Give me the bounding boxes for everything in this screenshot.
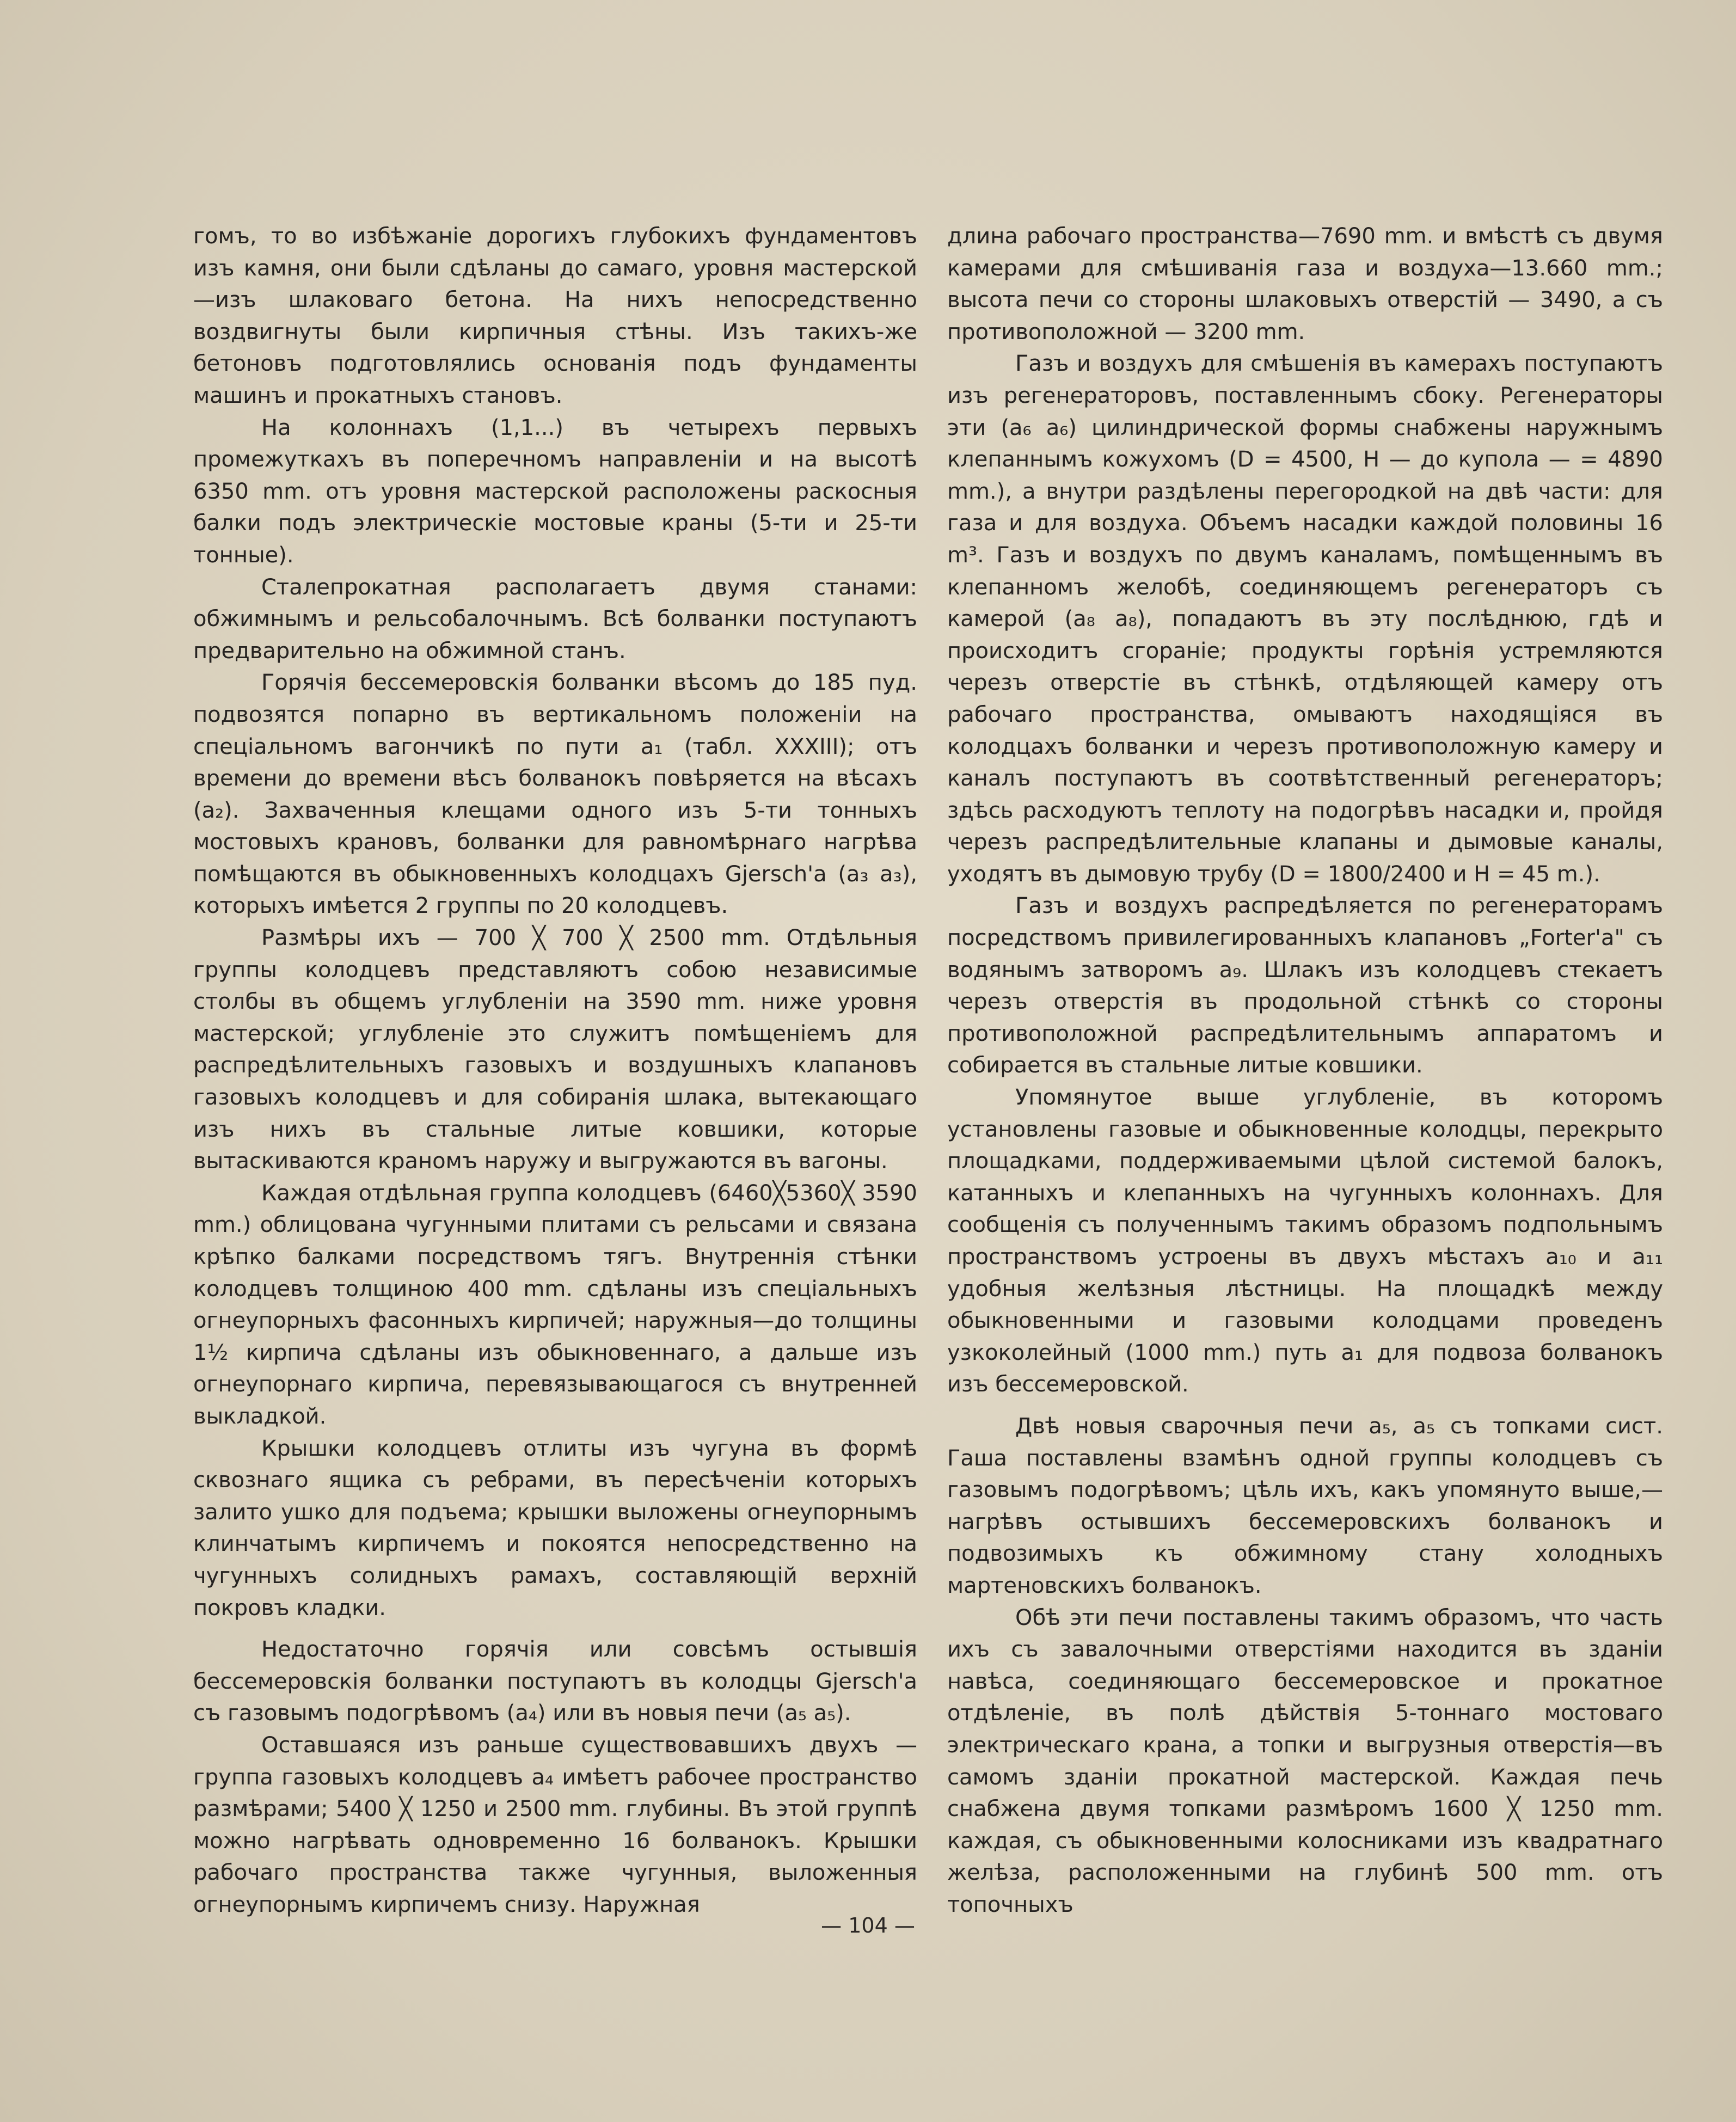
page-number: — 104 — bbox=[821, 1914, 915, 1937]
paragraph: На колоннахъ (1,1...) въ четырехъ первыхъ промежуткахъ въ поперечномъ направленіи и на высотѣ 6350 mm. отъ уровня мастерской расположены раскосныя балки подъ электрическіе мостовые краны (5-ти и 25-ти тонные). bbox=[193, 415, 917, 568]
paragraph: Упомянутое выше углубленіе, въ которомъ установлены газовые и обыкновенные колодцы, перекрыто площадками, поддерживаемыми цѣлой системой балокъ, катанныхъ и клепанныхъ на чугунныхъ колоннахъ. Для сообщенія съ полученнымъ такимъ образомъ подпольнымъ пространствомъ устроены въ двухъ мѣстахъ a₁₀ и a₁₁ удобныя желѣзныя лѣстницы. На площадкѣ между обыкновенными и газовыми колодцами проведенъ узкоколейный (1000 mm.) путь a₁ для подвоза болванокъ изъ бессемеровской. bbox=[947, 1085, 1663, 1397]
paragraph: Газъ и воздухъ для смѣшенія въ камерахъ поступаютъ изъ регенераторовъ, поставленнымъ сбоку. Регенераторы эти (a₆ a₆) цилиндрической формы снабжены наружнымъ клепаннымъ кожухомъ (D = 4500, H — до купола — = 4890 mm.), а внутри раздѣлены перегородкой на двѣ части: для газа и для воздуха. Объемъ насадки каждой половины 16 m³. Газъ и воздухъ по двумъ каналамъ, помѣщеннымъ въ клепанномъ желобѣ, соединяющемъ регенераторъ съ камерой (a₈ a₈), попадаютъ въ эту послѣднюю, гдѣ и происходитъ сгораніе; продукты горѣнія устремляются черезъ отверстіе въ стѣнкѣ, отдѣляющей камеру отъ рабочаго пространства, омываютъ находящіяся въ колодцахъ болванки и черезъ противоположную камеру и каналъ поступаютъ въ соотвѣтственный регенераторъ; здѣсь расходуютъ теплоту на подогрѣвъ насадки и, пройдя черезъ распредѣлительные клапаны и дымовые каналы, уходятъ въ дымовую трубу (D = 1800/2400 и H = 45 m.). bbox=[947, 351, 1663, 887]
paragraph: Каждая отдѣльная группа колодцевъ (6460╳5360╳ 3590 mm.) облицована чугунными плитами съ рельсами и связана крѣпко балками посредствомъ тягъ. Внутреннія стѣнки колодцевъ толщиною 400 mm. сдѣланы изъ спеціальныхъ огнеупорныхъ фасонныхъ кирпичей; наружныя—до толщины 1½ кирпича сдѣланы изъ обыкновеннаго, а дальше изъ огнеупорнаго кирпича, перевязывающагося съ внутренней выкладкой. bbox=[193, 1180, 917, 1429]
paragraph: Размѣры ихъ — 700 ╳ 700 ╳ 2500 mm. Отдѣльныя группы колодцевъ представляютъ собою независимые столбы въ общемъ углубленіи на 3590 mm. ниже уровня мастерской; углубленіе это служитъ помѣщеніемъ для распредѣлительныхъ газовыхъ и воздушныхъ клапановъ газовыхъ колодцевъ и для собиранія шлака, вытекающаго изъ нихъ въ стальные литые ковшики, которые вытаскиваются краномъ наружу и выгружаются въ вагоны. bbox=[193, 925, 917, 1174]
paragraph: длина рабочаго пространства—7690 mm. и вмѣстѣ съ двумя камерами для смѣшиванія газа и воздуха—13.660 mm.; высота печи со стороны шлаковыхъ отверстій — 3490, а съ противоположной — 3200 mm. bbox=[947, 224, 1663, 345]
paragraph: Оставшаяся изъ раньше существовавшихъ двухъ — группа газовыхъ колодцевъ a₄ имѣетъ рабочее пространство размѣрами; 5400 ╳ 1250 и 2500 mm. глубины. Въ этой группѣ можно нагрѣвать одновременно 16 болванокъ. Крышки рабочаго пространства также чугунныя, выложенныя огнеупорнымъ кирпичемъ снизу. Наружная bbox=[193, 1732, 917, 1917]
paragraph: гомъ, то во избѣжаніе дорогихъ глубокихъ фундаментовъ изъ камня, они были сдѣланы до самаго, уровня мастерской—изъ шлаковаго бетона. На нихъ непосредственно воздвигнуты были кирпичныя стѣны. Изъ такихъ-же бетоновъ подготовлялись основанія подъ фундаменты машинъ и прокатныхъ становъ. bbox=[193, 224, 917, 408]
paragraph: Газъ и воздухъ распредѣляется по регенераторамъ посредствомъ привилегированныхъ клапановъ „Forter'a" съ водянымъ затворомъ a₉. Шлакъ изъ колодцевъ стекаетъ черезъ отверстія въ продольной стѣнкѣ со стороны противоположной распредѣлительнымъ аппаратомъ и собирается въ стальные литые ковшики. bbox=[947, 893, 1663, 1078]
paragraph: Недостаточно горячія или совсѣмъ остывшія бессемеровскія болванки поступаютъ въ колодцы Gjersch'a съ газовымъ подогрѣвомъ (a₄) или въ новыя печи (a₅ a₅). bbox=[193, 1637, 917, 1726]
paragraph: Горячія бессемеровскія болванки вѣсомъ до 185 пуд. подвозятся попарно въ вертикальномъ положеніи на спеціальномъ вагончикѣ по пути a₁ (табл. XXXIII); отъ времени до времени вѣсъ болванокъ повѣряется на вѣсахъ (a₂). Захваченныя клещами одного изъ 5-ти тонныхъ мостовыхъ крановъ, болванки для равномѣрнаго нагрѣва помѣщаются въ обыкновенныхъ колодцахъ Gjersch'a (a₃ a₃), которыхъ имѣется 2 группы по 20 колодцевъ. bbox=[193, 670, 917, 919]
paragraph: Двѣ новыя сварочныя печи a₅, a₅ съ топками сист. Гаша поставлены взамѣнъ одной группы колодцевъ съ газовымъ подогрѣвомъ; цѣль ихъ, какъ упомянуто выше,— нагрѣвъ остывшихъ бессемеровскихъ болванокъ и подвозимыхъ къ обжимному стану холодныхъ мартеновскихъ болванокъ. bbox=[947, 1413, 1663, 1598]
left-column bbox=[193, 220, 917, 1921]
right-column bbox=[947, 220, 1663, 1921]
paragraph: Крышки колодцевъ отлиты изъ чугуна въ формѣ сквознаго ящика съ ребрами, въ пересѣченіи которыхъ залито ушко для подъема; крышки выложены огнеупорнымъ клинчатымъ кирпичемъ и покоятся непосредственно на чугунныхъ солидныхъ рамахъ, составляющій верхній покровъ кладки. bbox=[193, 1436, 917, 1621]
paragraph: Обѣ эти печи поставлены такимъ образомъ, что часть ихъ съ завалочными отверстіями находится въ зданіи навѣса, соединяющаго бессемеровское и прокатное отдѣленіе, въ полѣ дѣйствія 5-тоннаго мостоваго электрическаго крана, а топки и выгрузныя отверстія—въ самомъ зданіи прокатной мастерской. Каждая печь снабжена двумя топками размѣромъ 1600 ╳ 1250 mm. каждая, съ обыкновенными колосниками изъ квадратнаго желѣза, расположенными на глубинѣ 500 mm. отъ топочныхъ bbox=[947, 1605, 1663, 1917]
paragraph: Сталепрокатная располагаетъ двумя станами: обжимнымъ и рельсобалочнымъ. Всѣ болванки поступаютъ предварительно на обжимной станъ. bbox=[193, 574, 917, 664]
